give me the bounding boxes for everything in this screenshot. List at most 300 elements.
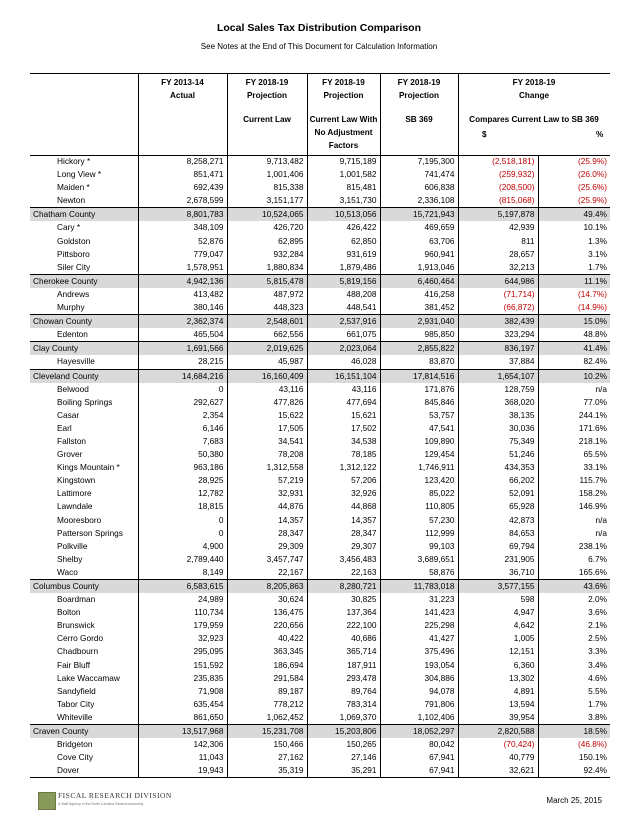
row-value: 15,621 xyxy=(307,409,380,422)
row-value: 30,036 xyxy=(458,422,538,435)
row-value: 836,197 xyxy=(458,342,538,356)
row-value: 62,850 xyxy=(307,235,380,248)
row-value: 36,710 xyxy=(458,566,538,580)
row-value: 29,309 xyxy=(227,540,307,553)
table-row xyxy=(30,474,610,487)
row-value: 112,999 xyxy=(380,527,458,540)
table-row xyxy=(30,685,610,698)
row-value: 13,594 xyxy=(458,698,538,711)
row-value: 9,715,189 xyxy=(307,155,380,168)
row-value: 15,203,806 xyxy=(307,725,380,739)
row-value: 150,265 xyxy=(307,738,380,751)
row-value: 22,163 xyxy=(307,566,380,580)
row-value: 69,794 xyxy=(458,540,538,553)
row-name: Cerro Gordo xyxy=(30,632,138,645)
table-row xyxy=(30,288,610,301)
row-value: 815,338 xyxy=(227,181,307,194)
row-name: Pittsboro xyxy=(30,248,138,261)
row-value: 2,019,625 xyxy=(227,342,307,356)
row-value: 1,578,951 xyxy=(138,261,227,275)
row-value: 165.6% xyxy=(578,566,607,577)
row-value: 2,855,822 xyxy=(380,342,458,356)
row-name: Cherokee County xyxy=(30,274,138,288)
county-row xyxy=(30,725,610,739)
row-name: Chowan County xyxy=(30,315,138,329)
row-value: 40,779 xyxy=(458,751,538,764)
table-header xyxy=(30,73,610,156)
row-value: 778,212 xyxy=(227,698,307,711)
table-row xyxy=(30,221,610,234)
row-value: 3.6% xyxy=(588,607,607,618)
row-value: 46,028 xyxy=(307,355,380,369)
table-row xyxy=(30,540,610,553)
table-row xyxy=(30,738,610,751)
row-value: 193,054 xyxy=(380,659,458,672)
row-value: 845,846 xyxy=(380,396,458,409)
table-row xyxy=(30,301,610,315)
row-value: 15,721,943 xyxy=(380,208,458,222)
row-value: 4,900 xyxy=(138,540,227,553)
row-value: 43,116 xyxy=(307,383,380,396)
row-value: 16,151,104 xyxy=(307,369,380,383)
row-value: 1.7% xyxy=(588,698,607,709)
row-value: 14,357 xyxy=(227,514,307,527)
row-value: 985,850 xyxy=(380,328,458,342)
header-col1: FY 2013-14 Actual xyxy=(161,78,204,100)
row-value: 323,294 xyxy=(458,328,538,342)
row-value: 2,354 xyxy=(138,409,227,422)
row-value: 7,195,300 xyxy=(380,155,458,168)
row-name: Belwood xyxy=(30,383,138,396)
table-row xyxy=(30,448,610,461)
row-value: (208,500) xyxy=(458,181,538,194)
row-value: (25.9%) xyxy=(577,156,607,166)
row-name: Kingstown xyxy=(30,474,138,487)
row-value: 29,307 xyxy=(307,540,380,553)
row-value: 477,826 xyxy=(227,396,307,409)
row-value: 3,151,730 xyxy=(307,194,380,208)
row-value: (25.6%) xyxy=(577,182,607,193)
row-value: 48.8% xyxy=(583,329,607,340)
row-value: 2.0% xyxy=(588,594,607,605)
row-value: 10,513,056 xyxy=(307,208,380,222)
row-value: 8,205,863 xyxy=(227,580,307,594)
table-row xyxy=(30,487,610,500)
row-name: Boardman xyxy=(30,593,138,606)
row-value: 375,496 xyxy=(380,645,458,658)
row-value: 231,905 xyxy=(458,553,538,566)
row-value: 150,466 xyxy=(227,738,307,751)
header-col3: FY 2018-19 Projection Current Law With No Adjustment Factors xyxy=(309,78,378,150)
row-value: 89,187 xyxy=(227,685,307,698)
row-name: Bolton xyxy=(30,606,138,619)
row-value: 142,306 xyxy=(138,738,227,751)
row-value: 57,219 xyxy=(227,474,307,487)
row-value: 3,689,651 xyxy=(380,553,458,566)
row-value: 6,146 xyxy=(138,422,227,435)
row-value: 2,336,108 xyxy=(380,194,458,208)
row-value: 662,556 xyxy=(227,328,307,342)
table-row xyxy=(30,181,610,194)
row-value: 77.0% xyxy=(583,396,607,407)
row-value: 110,805 xyxy=(380,500,458,513)
table-row xyxy=(30,422,610,435)
row-value: 186,694 xyxy=(227,659,307,672)
row-name: Mooresboro xyxy=(30,514,138,527)
row-value: 151,592 xyxy=(138,659,227,672)
row-value: 8,280,721 xyxy=(307,580,380,594)
row-value: 37,884 xyxy=(458,355,538,369)
row-name: Bridgeton xyxy=(30,738,138,751)
table-row xyxy=(30,168,610,181)
row-value: 426,422 xyxy=(307,221,380,234)
row-name: Andrews xyxy=(30,288,138,301)
row-value: 368,020 xyxy=(458,396,538,409)
row-name: Fallston xyxy=(30,435,138,448)
row-value: 2,023,064 xyxy=(307,342,380,356)
row-name: Polkville xyxy=(30,540,138,553)
row-value: 137,364 xyxy=(307,606,380,619)
row-value: 82.4% xyxy=(583,356,607,367)
table-row xyxy=(30,632,610,645)
row-value: 62,895 xyxy=(227,235,307,248)
row-name: Lake Waccamaw xyxy=(30,672,138,685)
row-name: Lattimore xyxy=(30,487,138,500)
row-value: 1,312,558 xyxy=(227,461,307,474)
row-name: Craven County xyxy=(30,725,138,739)
county-row xyxy=(30,369,610,383)
table-row xyxy=(30,155,610,168)
row-name: Maiden * xyxy=(30,181,138,194)
row-value: 304,886 xyxy=(380,672,458,685)
table-row xyxy=(30,261,610,275)
page-subtitle: See Notes at the End of This Document for Calculation Information xyxy=(200,42,438,51)
table-row xyxy=(30,764,610,778)
row-value: 1,654,107 xyxy=(458,369,538,383)
row-value: (46.8%) xyxy=(577,739,607,750)
row-name: Newton xyxy=(30,194,138,208)
row-value: 17,505 xyxy=(227,422,307,435)
row-value: 49.4% xyxy=(538,208,610,222)
row-value: 413,482 xyxy=(138,288,227,301)
row-value: 99,103 xyxy=(380,540,458,553)
row-value: 635,454 xyxy=(138,698,227,711)
row-value: 12,782 xyxy=(138,487,227,500)
row-value: 487,972 xyxy=(227,288,307,301)
row-value: 661,075 xyxy=(307,328,380,342)
row-value: 32,926 xyxy=(307,487,380,500)
row-value: 80,042 xyxy=(380,738,458,751)
row-value: 2,789,440 xyxy=(138,553,227,566)
row-value: 4,947 xyxy=(458,606,538,619)
row-value: 52,091 xyxy=(458,487,538,500)
row-value: (70,424) xyxy=(458,738,538,751)
row-value: 171.6% xyxy=(578,422,607,433)
row-value: 448,323 xyxy=(227,301,307,315)
row-value: 42,939 xyxy=(458,221,538,234)
row-value: 14,684,216 xyxy=(138,369,227,383)
row-value: 43,116 xyxy=(227,383,307,396)
row-value: 235,835 xyxy=(138,672,227,685)
row-value: 7,683 xyxy=(138,435,227,448)
row-value: 28,347 xyxy=(307,527,380,540)
row-name: Chatham County xyxy=(30,208,138,222)
row-value: 0 xyxy=(138,514,227,527)
row-value: 109,890 xyxy=(380,435,458,448)
row-name: Waco xyxy=(30,566,138,580)
table-row xyxy=(30,698,610,711)
header-col5: FY 2018-19 Change Compares Current Law to SB 369 xyxy=(469,78,599,124)
header-col4: FY 2018-19 Projection SB 369 xyxy=(397,78,441,124)
table-row xyxy=(30,194,610,208)
table-row xyxy=(30,248,610,261)
header-percent: % xyxy=(596,130,604,139)
row-name: Grover xyxy=(30,448,138,461)
row-value: 39,954 xyxy=(458,711,538,725)
row-value: 51,246 xyxy=(458,448,538,461)
row-value: (71,714) xyxy=(458,288,538,301)
row-value: 3,577,155 xyxy=(458,580,538,594)
table-row xyxy=(30,461,610,474)
row-value: (2,518,181) xyxy=(458,155,538,168)
row-value: 53,757 xyxy=(380,409,458,422)
row-value: 5,197,878 xyxy=(458,208,538,222)
row-value: 10.2% xyxy=(538,369,610,383)
row-value: 19,943 xyxy=(138,764,227,778)
row-name: Casar xyxy=(30,409,138,422)
row-name: Whiteville xyxy=(30,711,138,725)
row-value: 380,146 xyxy=(138,301,227,315)
row-value: 3.1% xyxy=(588,248,607,259)
table-row xyxy=(30,645,610,658)
row-value: 225,298 xyxy=(380,619,458,632)
row-name: Goldston xyxy=(30,235,138,248)
footer-date: March 25, 2015 xyxy=(546,796,602,805)
row-value: 58,876 xyxy=(380,566,458,580)
row-value: 18,815 xyxy=(138,500,227,513)
row-value: 4.6% xyxy=(588,672,607,683)
row-value: 150.1% xyxy=(578,752,607,763)
row-value: 1,913,046 xyxy=(380,261,458,275)
row-name: Kings Mountain * xyxy=(30,461,138,474)
row-value: 15,231,708 xyxy=(227,725,307,739)
table-row xyxy=(30,328,610,342)
row-value: 448,541 xyxy=(307,301,380,315)
header-col2: FY 2018-19 Projection Current Law xyxy=(243,78,291,124)
row-value: 5,819,156 xyxy=(307,274,380,288)
table-row xyxy=(30,500,610,513)
row-value: 15.0% xyxy=(538,315,610,329)
row-value: 4,642 xyxy=(458,619,538,632)
row-value: 2,537,916 xyxy=(307,315,380,329)
row-value: 1,001,582 xyxy=(307,168,380,181)
row-value: 146.9% xyxy=(578,501,607,512)
row-value: 15,622 xyxy=(227,409,307,422)
row-value: 2.5% xyxy=(588,633,607,644)
row-value: 3.8% xyxy=(588,711,607,722)
row-value: (14.7%) xyxy=(577,288,607,299)
row-value: 32,931 xyxy=(227,487,307,500)
row-value: 47,541 xyxy=(380,422,458,435)
row-value: 292,627 xyxy=(138,396,227,409)
row-value: 45,987 xyxy=(227,355,307,369)
row-value: 6,460,464 xyxy=(380,274,458,288)
row-value: 179,959 xyxy=(138,619,227,632)
row-value: 94,078 xyxy=(380,685,458,698)
row-name: Clay County xyxy=(30,342,138,356)
row-name: Columbus County xyxy=(30,580,138,594)
row-value: 171,876 xyxy=(380,383,458,396)
row-value: 426,720 xyxy=(227,221,307,234)
row-value: 30,624 xyxy=(227,593,307,606)
row-value: 348,109 xyxy=(138,221,227,234)
row-value: 78,185 xyxy=(307,448,380,461)
row-value: 477,694 xyxy=(307,396,380,409)
row-value: 791,806 xyxy=(380,698,458,711)
row-value: 35,319 xyxy=(227,764,307,778)
table-row xyxy=(30,553,610,566)
row-value: 293,478 xyxy=(307,672,380,685)
row-value: 381,452 xyxy=(380,301,458,315)
county-row xyxy=(30,342,610,356)
row-value: 75,349 xyxy=(458,435,538,448)
row-value: 783,314 xyxy=(307,698,380,711)
row-value: 13,517,968 xyxy=(138,725,227,739)
row-value: 4,942,136 xyxy=(138,274,227,288)
row-value: 238.1% xyxy=(578,540,607,551)
row-value: 6,360 xyxy=(458,659,538,672)
row-value: 63,706 xyxy=(380,235,458,248)
row-value: 136,475 xyxy=(227,606,307,619)
row-value: 598 xyxy=(458,593,538,606)
row-name: Dover xyxy=(30,764,138,778)
row-value: 1,005 xyxy=(458,632,538,645)
page-title: Local Sales Tax Distribution Comparison xyxy=(216,22,421,34)
row-name: Brunswick xyxy=(30,619,138,632)
row-value: 32,213 xyxy=(458,261,538,275)
row-value: 158.2% xyxy=(578,488,607,499)
row-name: Cove City xyxy=(30,751,138,764)
row-name: Murphy xyxy=(30,301,138,315)
row-value: 811 xyxy=(458,235,538,248)
table-row xyxy=(30,606,610,619)
row-name: Hayesville xyxy=(30,355,138,369)
row-value: 5.5% xyxy=(588,685,607,696)
row-name: Boiling Springs xyxy=(30,396,138,409)
row-value: 38,135 xyxy=(458,409,538,422)
row-value: 932,284 xyxy=(227,248,307,261)
table-row xyxy=(30,659,610,672)
table-row xyxy=(30,383,610,396)
row-value: 44,868 xyxy=(307,500,380,513)
row-value: (14.9%) xyxy=(577,302,607,313)
row-value: 644,986 xyxy=(458,274,538,288)
row-value: 4,891 xyxy=(458,685,538,698)
row-value: 1,001,406 xyxy=(227,168,307,181)
row-value: 115.7% xyxy=(579,475,607,486)
row-value: 43.6% xyxy=(538,580,610,594)
row-value: 1,880,834 xyxy=(227,261,307,275)
row-value: 11,783,018 xyxy=(380,580,458,594)
row-value: 18,052,297 xyxy=(380,725,458,739)
county-row xyxy=(30,315,610,329)
row-value: 1.7% xyxy=(588,261,607,272)
row-value: 5,815,478 xyxy=(227,274,307,288)
row-value: 50,380 xyxy=(138,448,227,461)
row-value: 0 xyxy=(138,527,227,540)
row-value: 22,167 xyxy=(227,566,307,580)
row-value: 2.1% xyxy=(588,620,607,631)
row-value: 1,312,122 xyxy=(307,461,380,474)
row-value: 18.5% xyxy=(538,725,610,739)
row-name: Fair Bluff xyxy=(30,659,138,672)
row-name: Siler City xyxy=(30,261,138,275)
row-value: 963,186 xyxy=(138,461,227,474)
row-value: 1,746,911 xyxy=(380,461,458,474)
row-value: 1.3% xyxy=(588,235,607,246)
row-value: 34,538 xyxy=(307,435,380,448)
row-value: 110,734 xyxy=(138,606,227,619)
row-value: 66,202 xyxy=(458,474,538,487)
row-value: 28,925 xyxy=(138,474,227,487)
row-name: Cary * xyxy=(30,221,138,234)
row-value: 2,820,588 xyxy=(458,725,538,739)
data-table xyxy=(30,155,610,778)
row-name: Patterson Springs xyxy=(30,527,138,540)
row-value: 606,838 xyxy=(380,181,458,194)
row-value: 32,923 xyxy=(138,632,227,645)
row-value: 65,928 xyxy=(458,500,538,513)
row-value: 32,621 xyxy=(458,764,538,778)
row-value: 123,420 xyxy=(380,474,458,487)
row-value: 16,160,409 xyxy=(227,369,307,383)
row-value: 1,102,406 xyxy=(380,711,458,725)
row-value: 779,047 xyxy=(138,248,227,261)
row-value: 3.4% xyxy=(588,659,607,670)
row-value: 434,353 xyxy=(458,461,538,474)
row-value: 9,713,482 xyxy=(227,155,307,168)
table-row xyxy=(30,355,610,369)
row-value: 382,439 xyxy=(458,315,538,329)
row-value: 17,814,516 xyxy=(380,369,458,383)
row-value: 8,801,783 xyxy=(138,208,227,222)
table-row xyxy=(30,409,610,422)
row-value: 2,678,599 xyxy=(138,194,227,208)
row-value: (259,932) xyxy=(458,168,538,181)
row-name: Edenton xyxy=(30,328,138,342)
table-row xyxy=(30,235,610,248)
row-value: 960,941 xyxy=(380,248,458,261)
row-name: Chadbourn xyxy=(30,645,138,658)
row-value: 11.1% xyxy=(538,274,610,288)
row-value: 363,345 xyxy=(227,645,307,658)
row-value: 2,548,601 xyxy=(227,315,307,329)
row-value: 222,100 xyxy=(307,619,380,632)
row-value: 465,504 xyxy=(138,328,227,342)
row-value: 1,062,452 xyxy=(227,711,307,725)
row-value: 71,908 xyxy=(138,685,227,698)
row-value: 92.4% xyxy=(538,764,610,778)
row-value: 931,619 xyxy=(307,248,380,261)
table-row xyxy=(30,514,610,527)
county-row xyxy=(30,208,610,222)
row-value: 11,043 xyxy=(138,751,227,764)
row-value: n/a xyxy=(595,527,607,538)
row-value: (66,872) xyxy=(458,301,538,315)
row-value: 1,691,566 xyxy=(138,342,227,356)
row-value: 3.3% xyxy=(588,646,607,657)
row-value: 40,422 xyxy=(227,632,307,645)
